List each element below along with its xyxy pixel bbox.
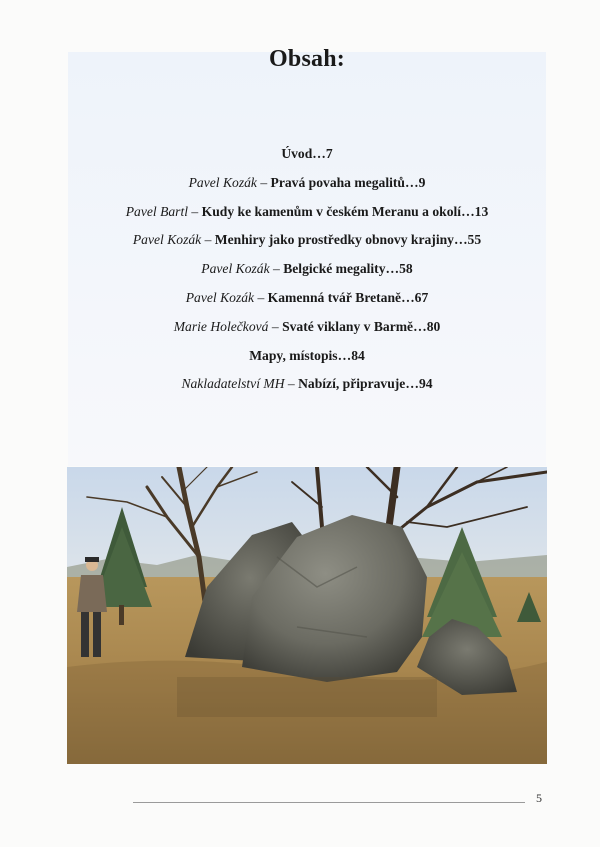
toc-separator: – bbox=[268, 318, 283, 334]
toc-author: Marie Holečková bbox=[173, 318, 269, 334]
toc-leader: … bbox=[461, 203, 475, 219]
toc-entry bbox=[68, 140, 546, 169]
toc-entry bbox=[68, 226, 546, 255]
toc-entry bbox=[68, 313, 546, 342]
table-of-contents bbox=[68, 140, 546, 399]
toc-leader: … bbox=[405, 376, 419, 392]
toc-page-number: 55 bbox=[467, 232, 482, 248]
toc-title: Kamenná tvář Bretaně bbox=[267, 289, 402, 305]
toc-separator: – bbox=[256, 174, 271, 190]
toc-entry bbox=[68, 284, 546, 313]
page-number: 5 bbox=[536, 791, 542, 805]
toc-title: Úvod bbox=[281, 146, 313, 161]
toc-author: Nakladatelství MH bbox=[181, 376, 285, 392]
toc-title: Svaté viklany v Barmě bbox=[282, 318, 414, 334]
toc-page-number: 7 bbox=[325, 146, 333, 161]
toc-page-number: 13 bbox=[474, 203, 489, 219]
toc-author: Pavel Kozák bbox=[185, 289, 255, 305]
toc-entry bbox=[68, 198, 546, 227]
toc-page-number: 58 bbox=[399, 261, 413, 277]
toc-author: Pavel Kozák bbox=[201, 261, 270, 277]
toc-separator: – bbox=[284, 376, 299, 392]
toc-page-number: 80 bbox=[426, 318, 441, 334]
tree-shadow bbox=[177, 677, 437, 717]
footer-rule bbox=[133, 802, 525, 803]
toc-title: Mapy, místopis bbox=[249, 347, 338, 363]
toc-separator: – bbox=[269, 261, 284, 277]
toc-separator: – bbox=[254, 289, 268, 305]
toc-title: Kudy ke kamenům v českém Meranu a okolí bbox=[201, 203, 462, 219]
toc-title: Belgické megality bbox=[283, 261, 386, 277]
toc-title: Menhiry jako prostředky obnovy krajiny bbox=[214, 232, 454, 248]
toc-leader: … bbox=[385, 261, 400, 277]
toc-entry bbox=[68, 255, 546, 284]
toc-author: Pavel Bartl bbox=[125, 203, 189, 219]
toc-leader: … bbox=[413, 318, 427, 334]
toc-leader: … bbox=[404, 174, 419, 190]
toc-entry bbox=[68, 370, 546, 399]
toc-page-number: 84 bbox=[351, 347, 365, 363]
toc-page-number: 67 bbox=[414, 289, 429, 305]
toc-author: Pavel Kozák bbox=[188, 174, 257, 190]
toc-author: Pavel Kozák bbox=[132, 232, 202, 248]
toc-page-number: 9 bbox=[418, 174, 426, 190]
toc-separator: – bbox=[188, 203, 202, 219]
toc-page-number: 94 bbox=[418, 376, 433, 392]
toc-entry bbox=[68, 342, 546, 371]
toc-entry bbox=[68, 169, 546, 198]
toc-title: Nabízí, připravuje bbox=[298, 376, 406, 392]
toc-separator: – bbox=[201, 232, 215, 248]
toc-leader: … bbox=[401, 289, 415, 305]
toc-leader: … bbox=[337, 347, 352, 363]
toc-leader: … bbox=[312, 146, 326, 161]
megalith-photo bbox=[67, 467, 547, 764]
toc-title: Pravá povaha megalitů bbox=[270, 174, 405, 190]
page-title: Obsah: bbox=[269, 46, 345, 72]
toc-leader: … bbox=[453, 232, 468, 248]
